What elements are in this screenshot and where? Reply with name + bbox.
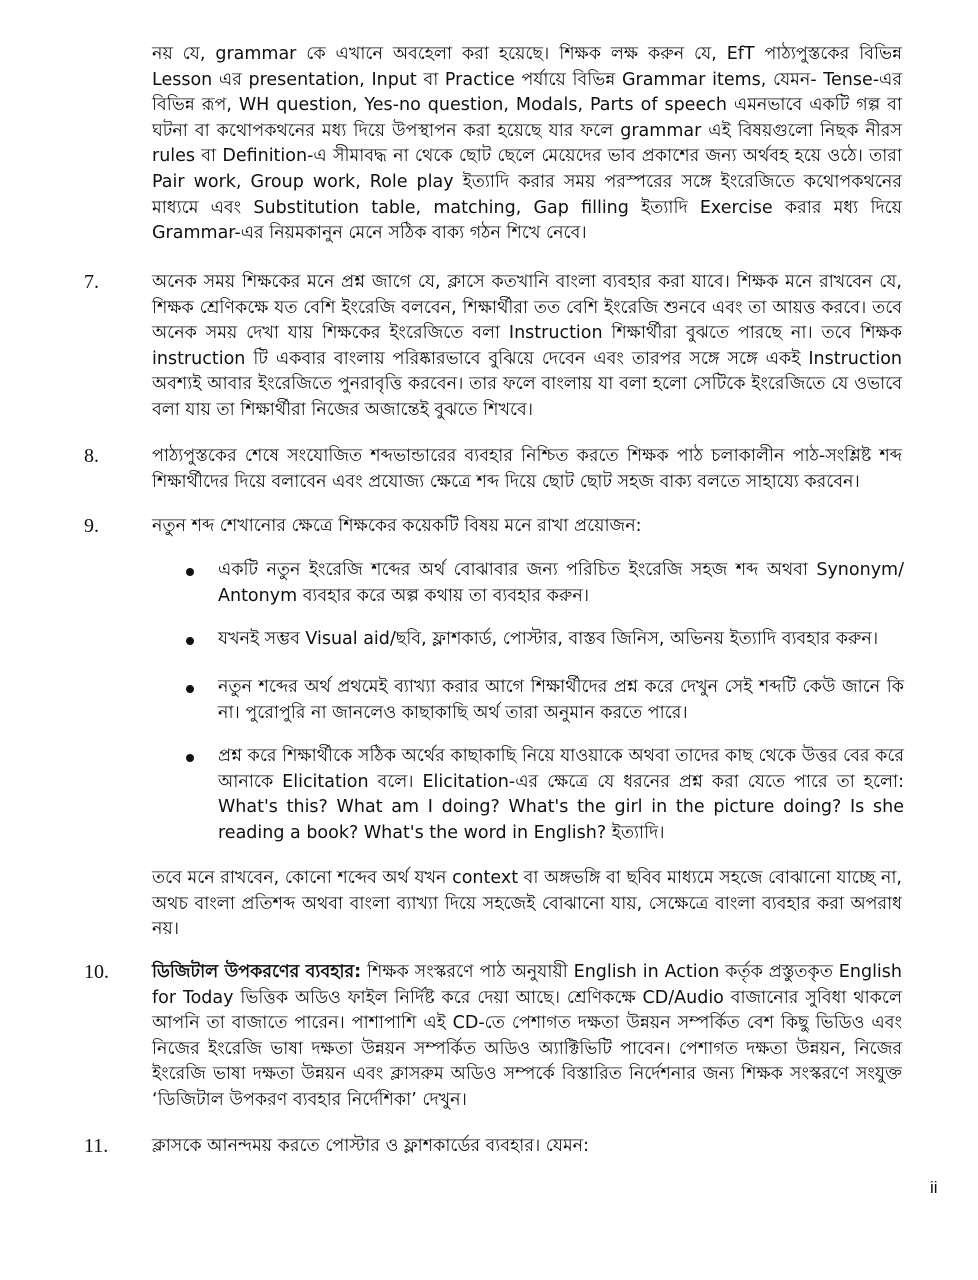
bullet-dot	[186, 754, 194, 762]
bullet-dot	[186, 568, 194, 576]
page-number: ii	[930, 1178, 938, 1197]
item-number-7: 7.	[84, 271, 99, 293]
bullet-item: নতুন শব্দের অর্থ প্রথমেই ব্যাখ্যা করার আগে শিক্ষার্থীদের প্রশ্ন করে দেখুন সেই শব্দটি কেউ জানে কি না। পুরোপুরি না জানলেও কাছাকাছি অর্থ তারা অনুমান করতে পারে।	[218, 677, 904, 723]
item-number-10: 10.	[84, 961, 109, 983]
item-number-11: 11.	[84, 1135, 109, 1157]
intro-paragraph: নয় যে, grammar কে এখানে অবহেলা করা হয়েছে। শিক্ষক লক্ষ করুন যে, EfT পাঠ্যপুস্তকের বিভিন্ন Lesson এর presentation, Input বা Practice পর্যায়ে বিভিন্ন Grammar items, যেমন- Tense-এর বিভিন্ন রূপ, WH question, Yes-no question, Modals, Parts of speech এমনভাবে একটি গল্প বা ঘটনা বা কথোপকথনের মধ্য দিয়ে উপস্থাপন করা হয়েছে যার ফলে grammar এই বিষয়গুলো নিছক নীরস rules বা Definition-এ সীমাবদ্ধ না থেকে ছোট ছেলে মেয়েদের ভাব প্রকাশের জন্য অর্থবহ হয়ে ওঠে। তারা Pair work, Group work, Role play ইত্যাদি করার সময় পরস্পরের সঙ্গে ইংরেজিতে কথোপকথনের মাধ্যমে এবং Substitution table, matching, Gap filling ইত্যাদি Exercise করার মধ্য দিয়ে Grammar-এর নিয়মকানুন মেনে সঠিক বাক্য গঠন শিখে নেবে।	[152, 44, 902, 244]
item-10-body: শিক্ষক সংস্করণে পাঠ অনুযায়ী English in Action কর্তৃক প্রস্তুতকৃত English for Today ভিত্তিক অডিও ফাইল নির্দিষ্ট করে দেয়া আছে। শ্রেণিকক্ষে CD/Audio বাজানোর সুবিধা থাকলে আপনি তা বাজাতে পারেন। পাশাপাশি এই CD-তে পেশাগত দক্ষতা উন্নয়ন সম্পর্কিত বেশ কিছু ভিডিও এবং নিজের ইংরেজি ভাষা দক্ষতা উন্নয়ন সম্পর্কিত অডিও অ্যাক্টিভিটি পাবেন। পেশাগত দক্ষতা উন্নয়ন, নিজের ইংরেজি ভাষা দক্ষতা উন্নয়ন এবং ক্লাসরুম অডিও সম্পর্কে বিস্তারিত নির্দেশনার জন্য শিক্ষক সংস্করণে সংযুক্ত ‘ডিজিটাল উপকরণ ব্যবহার নির্দেশিকা’ দেখুন।	[152, 962, 903, 1110]
bullet-dot	[186, 685, 194, 693]
item-number-9: 9.	[84, 515, 99, 537]
item-text-11: ক্লাসকে আনন্দময় করতে পোস্টার ও ফ্লাশকার্ডের ব্যবহার। যেমন:	[152, 1136, 590, 1156]
bullet-item: প্রশ্ন করে শিক্ষার্থীকে সঠিক অর্থের কাছাকাছি নিয়ে যাওয়াকে অথবা তাদের কাছ থেকে উত্তর বের করে আনাকে Elicitation বলে। Elicitation-এর ক্ষেত্রে যে ধরনের প্রশ্ন করা যেতে পারে তা হলো: What's this? What am I doing? What's the girl in the picture doing? Is she reading a book? What's the word in English? ইত্যাদি।	[218, 746, 904, 843]
bullet-item: একটি নতুন ইংরেজি শব্দের অর্থ বোঝাবার জন্য পরিচিত ইংরেজি সহজ শব্দ অথবা Synonym/ Antonym ব্যবহার করে অল্প কথায় তা ব্যবহার করুন।	[218, 560, 904, 606]
bullet-item: যখনই সম্ভব Visual aid/ছবি, ফ্লাশকার্ড, পোস্টার, বাস্তব জিনিস, অভিনয় ইত্যাদি ব্যবহার করুন।	[218, 629, 879, 649]
item-text-7: অনেক সময় শিক্ষকের মনে প্রশ্ন জাগে যে, ক্লাসে কতখানি বাংলা ব্যবহার করা যাবে। শিক্ষক মনে রাখবেন যে, শিক্ষক শ্রেণিকক্ষে যত বেশি ইংরেজি বলবেন, শিক্ষার্থীরা তত বেশি ইংরেজি শুনবে এবং তা আয়ত্ত করবে। তবে অনেক সময় দেখা যায় শিক্ষকের ইংরেজিতে বলা Instruction শিক্ষার্থীরা বুঝতে পারছে না। তবে শিক্ষক instruction টি একবার বাংলায় পরিষ্কারভাবে বুঝিয়ে দেবেন এবং তারপর সঙ্গে সঙ্গে একই Instruction অবশ্যই আবার ইংরেজিতে পুনরাবৃত্তি করবেন। তার ফলে বাংলায় যা বলা হলো সেটিকে ইংরেজিতে যে ওভাবে বলা যায় তা শিক্ষার্থীরা নিজের অজান্তেই বুঝতে শিখবে।	[152, 272, 902, 420]
item-text-10	[152, 960, 902, 1114]
item-10-heading: ডিজিটাল উপকরণের ব্যবহার:	[152, 962, 362, 982]
item-text-9: নতুন শব্দ শেখানোর ক্ষেত্রে শিক্ষকের কয়েকটি বিষয় মনে রাখা প্রয়োজন:	[152, 516, 642, 536]
note-paragraph: তবে মনে রাখবেন, কোনো শব্দেব অর্থ যখন context বা অঙ্গভঙ্গি বা ছবিব মাধ্যমে সহজে বোঝানো যাচ্ছে না, অথচ বাংলা প্রতিশব্দ অথবা বাংলা ব্যাখ্যা দিয়ে সহজেই বোঝানো যায়, সেক্ষেত্রে বাংলা ব্যবহার করা অপরাধ নয়।	[152, 868, 902, 940]
item-text-8: পাঠ্যপুস্তকের শেষে সংযোজিত শব্দভান্ডারের ব্যবহার নিশ্চিত করতে শিক্ষক পাঠ চলাকালীন পাঠ-সংশ্লিষ্ট শব্দ শিক্ষার্থীদের দিয়ে বলাবেন এবং প্রযোজ্য ক্ষেত্রে শব্দ দিয়ে ছোট ছোট সহজ বাক্য বলতে সাহায্যে করবেন।	[152, 446, 902, 492]
bullet-dot	[186, 637, 194, 645]
item-number-8: 8.	[84, 445, 99, 467]
